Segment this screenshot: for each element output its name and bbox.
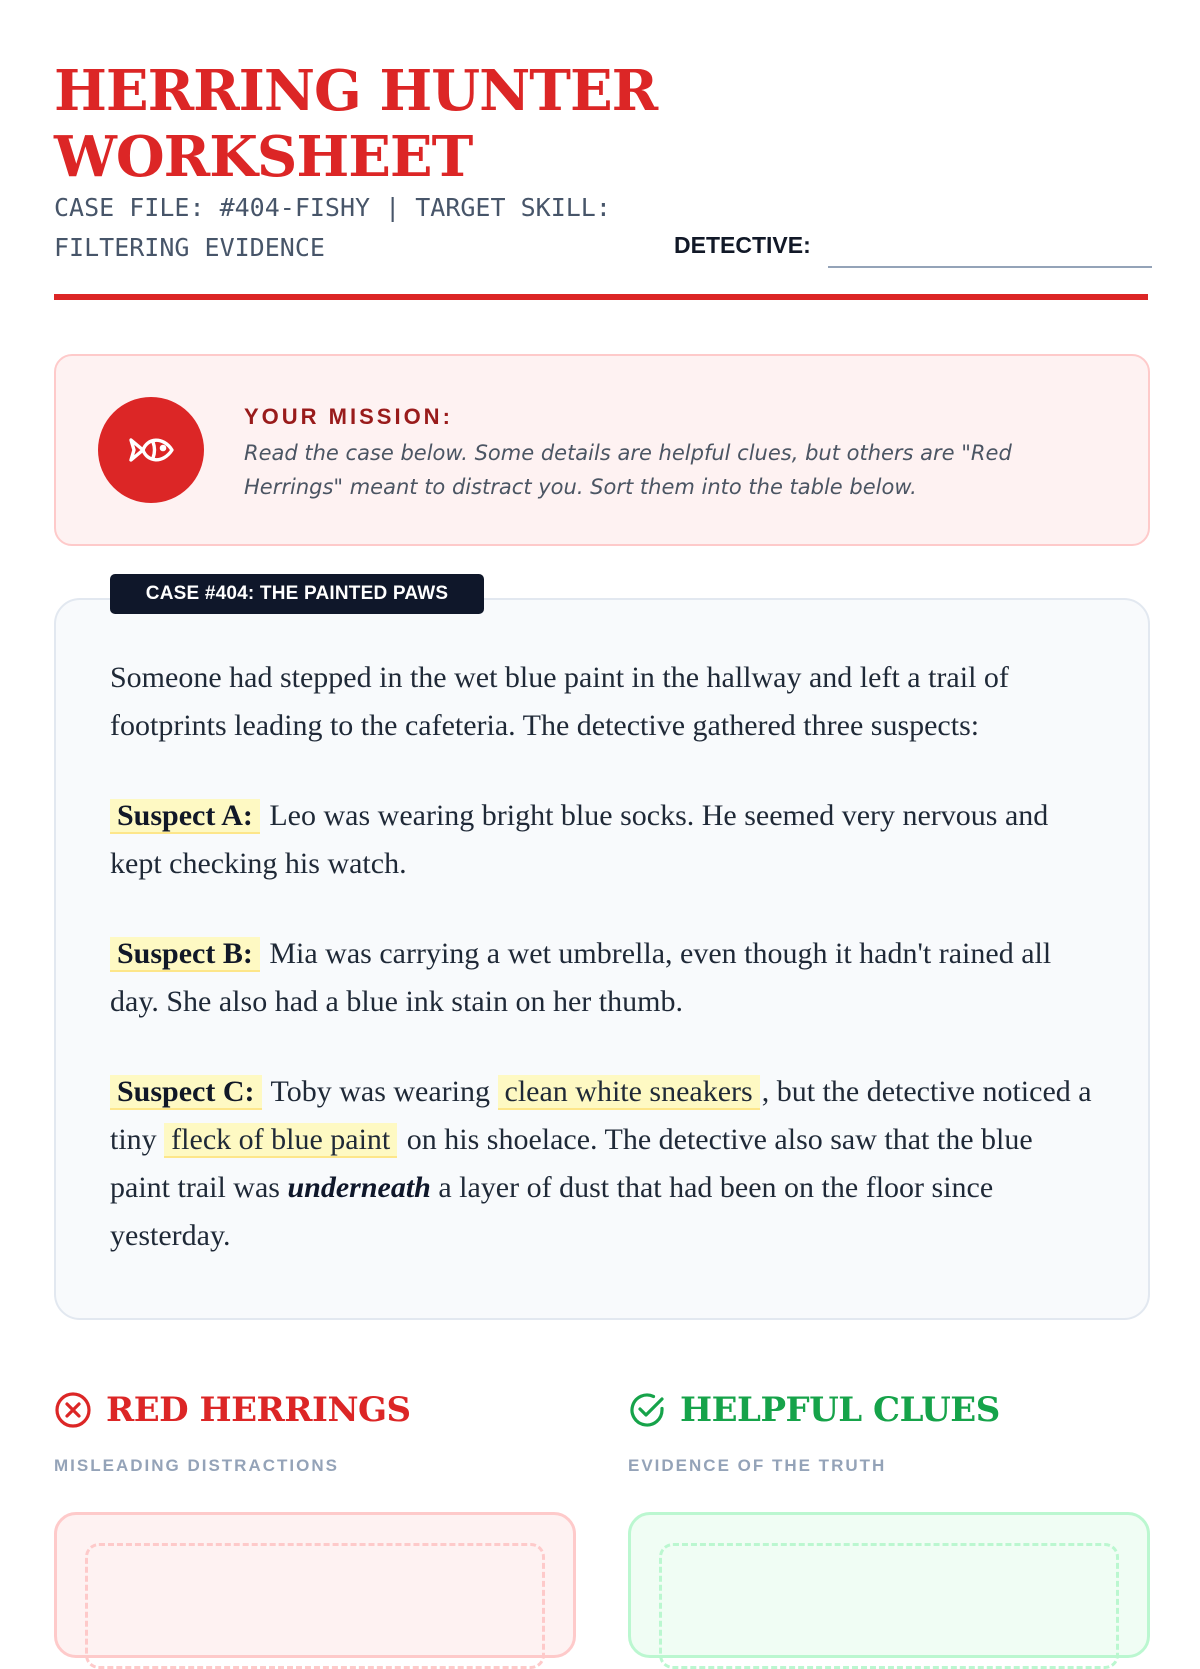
mission-instructions: Read the case below. Some details are helpful clues, but others are "Red Herrings" meant to distract you. Sort them into the table below. [244,441,1012,499]
helpful-clues-subtitle: EVIDENCE OF THE TRUTH [628,1456,887,1475]
detective-name-field[interactable] [828,230,1152,268]
clue-highlight-paint-fleck: fleck of blue paint [164,1123,397,1158]
suspect-c-paragraph [110,1068,1100,1260]
red-herrings-drop-zone[interactable] [54,1512,576,1658]
helpful-clues-drop-zone[interactable] [628,1512,1150,1658]
case-story [110,654,1100,1302]
helpful-clues-title: HELPFUL CLUES [680,1390,1000,1430]
mission-heading: YOUR MISSION: [244,404,453,429]
case-meta: CASE FILE: #404-FISHY | TARGET SKILL: FILTERING EVIDENCE [54,193,611,262]
check-circle-icon [628,1391,666,1429]
detective-label: DETECTIVE: [674,232,811,258]
suspect-a-label: Suspect A: [110,799,260,834]
emphasis-underneath: underneath [287,1171,431,1204]
mission-box [54,354,1150,546]
header-divider [54,294,1148,300]
suspect-c-text-1: Toby was wearing [270,1075,490,1108]
red-herrings-column [54,1390,574,1476]
suspect-a-paragraph [110,792,1100,888]
page-title: HERRING HUNTER WORKSHEET [54,58,658,190]
red-herrings-title: RED HERRINGS [106,1390,411,1430]
suspect-b-text: Mia was carrying a wet umbrella, even though it hadn't rained all day. She also had a blue ink stain on her thumb. [110,937,1052,1018]
case-intro: Someone had stepped in the wet blue paint in the hallway and left a trail of footprints leading to the cafeteria. The detective gathered three suspects: [110,661,1009,742]
helpful-clues-header [628,1390,1148,1430]
suspect-a-text: Leo was wearing bright blue socks. He seemed very nervous and kept checking his watch. [110,799,1049,880]
case-title-tab: CASE #404: THE PAINTED PAWS [110,574,484,614]
helpful-clues-column [628,1390,1148,1476]
suspect-c-label: Suspect C: [110,1075,262,1110]
helpful-clues-dashed-area[interactable] [659,1543,1119,1669]
suspect-c-text-2: , but the detective noticed a tiny [110,1075,1092,1156]
x-circle-icon [54,1391,92,1429]
suspect-b-paragraph [110,930,1100,1026]
clue-highlight-sneakers: clean white sneakers [498,1075,760,1110]
red-herrings-dashed-area[interactable] [85,1543,545,1669]
red-herrings-subtitle: MISLEADING DISTRACTIONS [54,1456,339,1475]
mission-badge [98,397,204,503]
fish-icon [125,424,177,476]
suspect-c-text-3: on his shoelace. The detective also saw that the blue paint trail was [110,1123,1033,1204]
red-herrings-header [54,1390,574,1430]
suspect-c-text-4: a layer of dust that had been on the floor since yesterday. [110,1171,994,1252]
suspect-b-label: Suspect B: [110,937,260,972]
